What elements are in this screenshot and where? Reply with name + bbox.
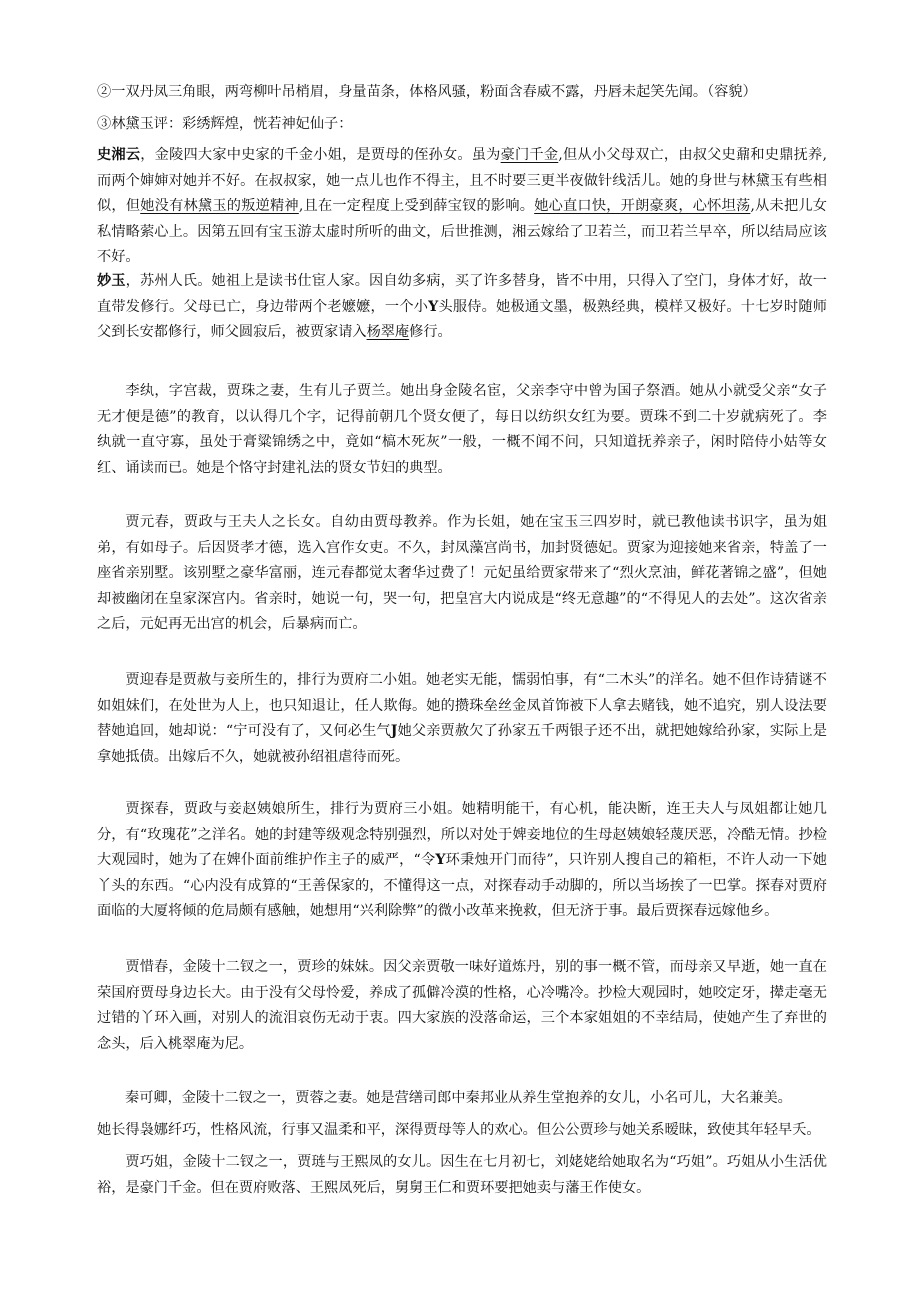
- miaoyu-paragraph: [97, 269, 827, 346]
- text-segment: ,但从小父母双亡，由叔父史鼐和史鼎抚养,而两个婶婶对她并不好。在叔叔家，她一点儿也作不得主，且不时要三更半夜做针线活儿。她的身世与林黛玉有些相似，但: [97, 147, 827, 214]
- text-segment: 修行。: [409, 324, 452, 340]
- wang-xifeng-appearance-line: ②一双丹凤三角眼，两弯柳叶吊梢眉，身量苗条，体格风骚，粉面含春威不露，丹唇未起笑先闻。（容貌）: [97, 84, 757, 100]
- text-segment: 头服侍。她极通文墨，极熟经典，模样又极好。十七岁时随师父到长安都修行，师父圆寂后，被贾家请入: [97, 298, 827, 340]
- text-segment: 贾迎春是贾赦与妾所生的，排行为贾府二小姐。她老实无能，懦弱怕事，有“二木头”的洋名。她不但作诗猜谜不如姐妹们，在处世为人上，也只知退让，任人欺侮。她的攒珠垒丝金凤首饰被下人拿去赌钱，她不追究，别人设法要替她追回，她却说：“宁可没有了，又何必生气: [97, 672, 827, 739]
- qin-keqing-line-2: 她长得袅娜纤巧，性格风流，行事又温柔和平，深得贾母等人的欢心。但公公贾珍与她关系暧昧，致使其年轻早夭。: [97, 1122, 821, 1138]
- underlined-phrase: 她没有林黛玉的叛逆精神: [140, 198, 299, 214]
- text-segment: 贾探春，贾政与妾赵姨娘所生，排行为贾府三小姐。她精明能干，有心机，能决断，连王夫人与凤姐都让她几分，有“玫瑰花”之洋名。她的封建等级观念特别强烈，所以对处于婢妾地位的生母赵姨娘轻蔑厌恶，冷酷无情。抄检大观园时，她为了在婢仆面前维护作主子的威严，“令: [97, 801, 827, 868]
- shi-xiangyun-paragraph: [97, 143, 827, 271]
- text-segment: ,从未把儿女私情略萦心上。因第五回有宝玉游太虚时所听的曲文，后世推测，湘云嫁给了卫若兰，而卫若兰早卒，所以结局应该不好。: [97, 198, 827, 265]
- text-segment: 她父亲贾赦欠了孙家五千两银子还不出，就把她嫁给孙家，实际上是拿她抵债。出嫁后不久，她就被孙绍祖虐待而死。: [97, 723, 827, 765]
- jia-yuanchun-paragraph: 贾元春，贾政与王夫人之长女。自幼由贾母教养。作为长姐，她在宝玉三四岁时，就已教他读书识字，虽为姐弟，有如母子。后因贤孝才德，选入宫作女吏。不久，封凤藻宫尚书，加封贤德妃。贾家为迎接她来省亲，特盖了一座省亲别墅。该别墅之豪华富丽，连元春都觉太奢华过费了！元妃虽给贾家带来了“烈火烹油，鲜花著锦之盛”，但她却被幽闭在皇家深宫内。省亲时，她说一句，哭一句，把皇宫大内说成是“终无意趣”的“不得见人的去处”。这次省亲之后，元妃再无出宫的机会，后暴病而亡。: [97, 514, 827, 632]
- text-segment: 环秉烛开门而待”，只许别人搜自己的箱柜，不许人动一下她丫头的东西。“心内没有成算的“王善保家的，不懂得这一点，对探春动手动脚的，所以当场挨了一巴掌。探春对贾府面临的大厦将倾的危局颇有感触，她想用“兴利除弊”的微小改革来挽救，但无济于事。最后贾探春远嫁他乡。: [97, 852, 827, 919]
- underlined-phrase: 豪门千金: [500, 147, 559, 163]
- text-segment: ,且在一定程度上受到薛宝钗的影响。: [298, 198, 535, 214]
- qin-keqing-line-1: 秦可卿，金陵十二钗之一，贾蓉之妻。她是营缮司郎中秦邦业从养生堂抱养的女儿，小名可儿，大名兼美。: [125, 1090, 792, 1106]
- underlined-phrase: 她心直口快，开朗豪爽，心怀坦荡: [534, 198, 751, 214]
- text-segment: ，苏州人氏。她祖上是读书仕宦人家。因自幼多病，买了许多替身，皆不中用，只得入了空门，身体才好，故一直带发修行。父母已亡，身边带两个老嬷嬷，一个小: [97, 273, 827, 315]
- miaoyu-name: 妙玉: [97, 273, 126, 289]
- jia-xichun-paragraph: 贾惜春，金陵十二钗之一，贾珍的妹妹。因父亲贾敬一味好道炼丹，别的事一概不管，而母亲又早逝，她一直在荣国府贾母身边长大。由于没有父母怜爱，养成了孤僻冷漠的性格，心冷嘴冷。抄检大观园时，她咬定牙，撵走毫无过错的丫环入画，对别人的流泪哀伤无动于衷。四大家族的没落命运，三个本家姐姐的不幸结局，使她产生了弃世的念头，后入桃翠庵为尼。: [97, 959, 827, 1052]
- li-wan-paragraph: 李纨，字宫裁，贾珠之妻，生有儿子贾兰。她出身金陵名宦，父亲李守中曾为国子祭酒。她从小就受父亲“女子无才便是德”的教育，以认得几个字，记得前朝几个贤女便了，每日以纺织女红为要。贾珠不到二十岁就病死了。李纨就一直守寡，虽处于膏粱锦绣之中，竟如“槁木死灰”一般，一概不闻不问，只知道抚养亲子，闲时陪侍小姑等女红、诵读而已。她是个恪守封建礼法的贤女节妇的典型。: [97, 383, 827, 476]
- jia-tanchun-paragraph: [97, 797, 827, 925]
- text-segment: Y: [428, 298, 439, 315]
- underlined-phrase: 杨翠庵: [366, 324, 410, 340]
- text-segment: J: [390, 723, 398, 739]
- daiyu-comment-line: ③林黛玉评：彩绣辉煌，恍若神妃仙子：: [97, 116, 353, 132]
- jia-yingchun-paragraph: [97, 668, 827, 770]
- text-segment: Y: [435, 852, 446, 868]
- jia-qiaojie-paragraph: 贾巧姐，金陵十二钗之一，贾琏与王熙凤的女儿。因生在七月初七，刘姥姥给她取名为“巧姐”。巧姐从小生活优裕，是豪门千金。但在贾府败落、王熙凤死后，舅舅王仁和贾环要把她卖与藩王作使女。: [97, 1154, 827, 1196]
- shi-xiangyun-name: 史湘云: [97, 147, 141, 163]
- text-segment: ，金陵四大家中史家的千金小姐，是贾母的侄孙女。虽为: [140, 147, 501, 163]
